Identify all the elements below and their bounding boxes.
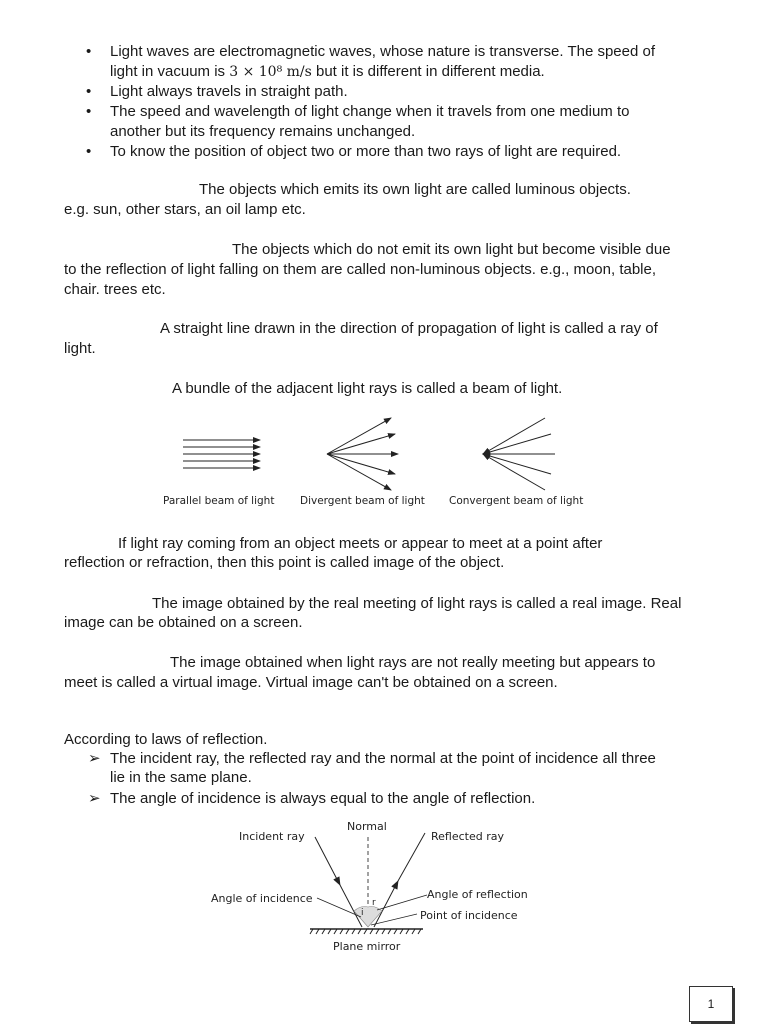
- angle-of-incidence-label: Angle of incidence: [211, 892, 313, 905]
- angle-r-label: r: [372, 898, 376, 908]
- law-1-line-1: The incident ray, the reflected ray and the normal at the point of incidence all three: [110, 750, 656, 767]
- image-definition-line-2: reflection or refraction, then this point is called image of the object.: [64, 554, 505, 571]
- law-arrow-bullet: ➢: [88, 750, 101, 767]
- angle-of-reflection-label: Angle of reflection: [427, 888, 528, 901]
- virtual-image-line-1: The image obtained when light rays are not really meeting but appears to: [170, 654, 656, 671]
- bullet-1-line-1: Light waves are electromagnetic waves, whose nature is transverse. The speed of: [110, 43, 656, 60]
- point-of-incidence-label: Point of incidence: [420, 909, 518, 922]
- incident-ray-diagram: [315, 837, 362, 927]
- bullet-dot: •: [86, 83, 92, 100]
- plane-mirror-label: Plane mirror: [333, 940, 401, 953]
- real-image-line-1: The image obtained by the real meeting of light rays is called a real image. Real: [152, 595, 682, 612]
- ray-definition-line-1: A straight line drawn in the direction of propagation of light is called a ray of: [160, 320, 658, 337]
- laws-intro: According to laws of reflection.: [64, 731, 268, 748]
- luminous-examples: e.g. sun, other stars, an oil lamp etc.: [64, 201, 306, 218]
- reflection-angle-pointer: [377, 895, 427, 910]
- non-luminous-line-3: chair. trees etc.: [64, 281, 166, 298]
- luminous-definition: The objects which emits its own light are called luminous objects.: [199, 181, 631, 198]
- divergent-beam-diagram: [327, 418, 398, 490]
- bullet-3-line-2: another but its frequency remains unchanged.: [110, 123, 416, 140]
- divergent-beam-label: Divergent beam of light: [300, 495, 425, 507]
- law-arrow-bullet: ➢: [88, 790, 101, 807]
- beam-types-figure: [155, 412, 595, 512]
- reflected-ray-diagram: [374, 833, 425, 927]
- convergent-beam-diagram: [483, 418, 555, 490]
- law-2: The angle of incidence is always equal to the angle of reflection.: [110, 790, 536, 807]
- parallel-beam-diagram: [183, 440, 260, 468]
- reflected-ray-label: Reflected ray: [431, 830, 504, 843]
- ray-definition-line-2: light.: [64, 340, 96, 357]
- bullet-1-text-end: but it is different in different media.: [311, 63, 545, 80]
- bullet-4: To know the position of object two or more than two rays of light are required.: [110, 143, 622, 160]
- bullet-dot: •: [86, 43, 92, 60]
- law-1-line-2: lie in the same plane.: [110, 769, 252, 786]
- reflection-figure: [205, 815, 545, 955]
- bullet-1-line-2: [110, 62, 545, 82]
- non-luminous-line-2: to the reflection of light falling on them are called non-luminous objects. e.g., moon, table,: [64, 261, 657, 278]
- speed-of-light-formula: 3 × 10⁸ m/s: [229, 64, 312, 80]
- bullet-dot: •: [86, 143, 92, 160]
- incident-ray-label: Incident ray: [239, 830, 305, 843]
- parallel-beam-label: Parallel beam of light: [163, 495, 275, 507]
- bullet-2: Light always travels in straight path.: [110, 83, 348, 100]
- bullet-dot: •: [86, 103, 92, 120]
- normal-label: Normal: [347, 820, 387, 833]
- page-number-box: [689, 986, 733, 1022]
- bullet-3-line-1: The speed and wavelength of light change when it travels from one medium to: [110, 103, 630, 120]
- incidence-angle-pointer: [317, 898, 361, 917]
- image-definition-line-1: If light ray coming from an object meets or appear to meet at a point after: [118, 535, 603, 552]
- real-image-line-2: image can be obtained on a screen.: [64, 614, 303, 631]
- page-number: 1: [707, 997, 715, 1011]
- beam-definition: A bundle of the adjacent light rays is called a beam of light.: [172, 380, 563, 397]
- plane-mirror-diagram: [310, 929, 423, 934]
- virtual-image-line-2: meet is called a virtual image. Virtual image can't be obtained on a screen.: [64, 674, 558, 691]
- angle-i-label: i: [361, 908, 364, 918]
- bullet-1-text: light in vacuum is: [110, 63, 230, 80]
- convergent-beam-label: Convergent beam of light: [449, 495, 584, 507]
- non-luminous-line-1: The objects which do not emit its own light but become visible due: [232, 241, 671, 258]
